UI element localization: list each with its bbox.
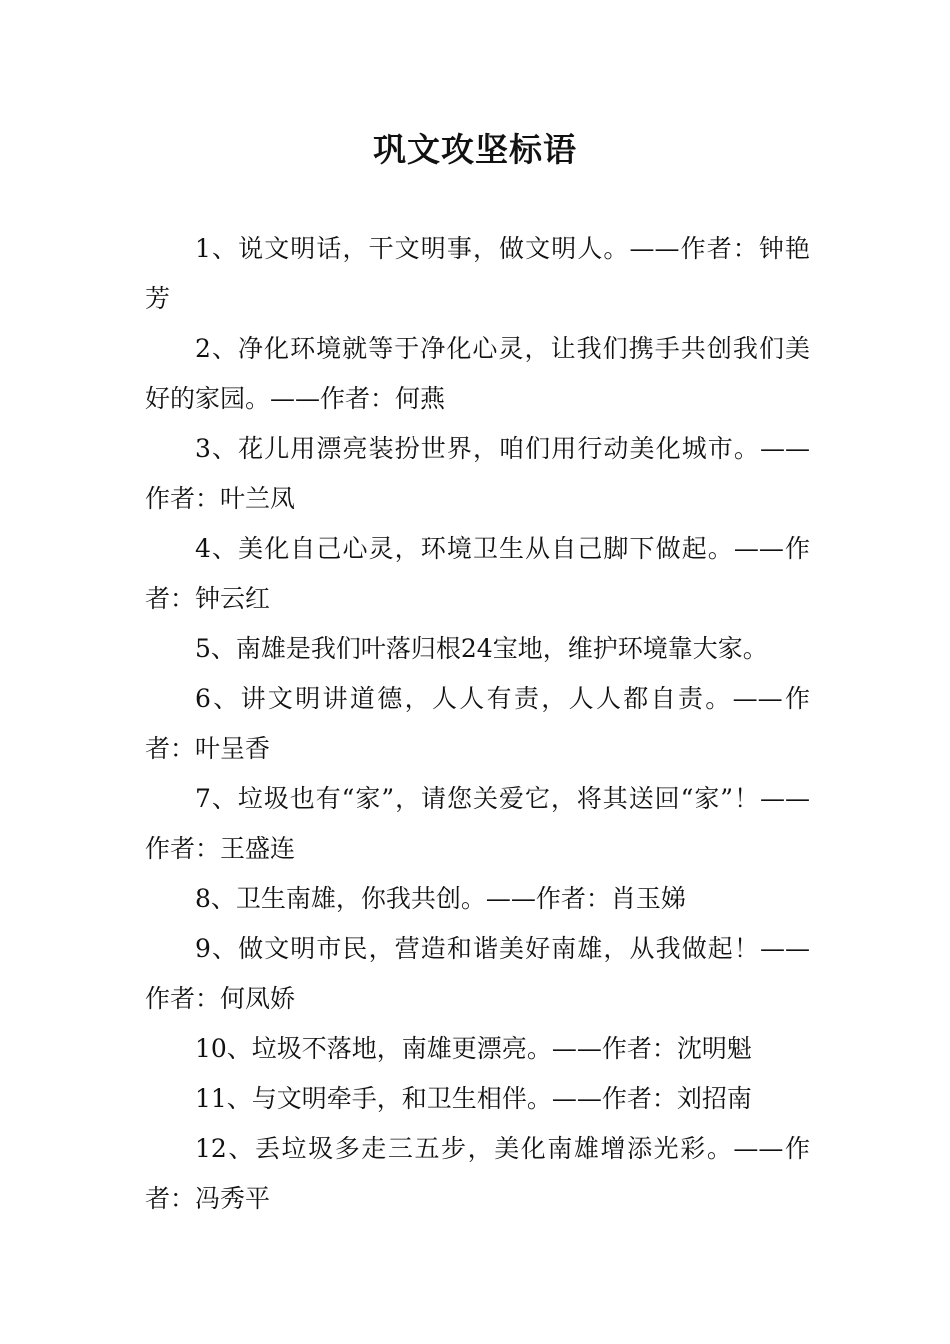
list-item: 7、垃圾也有“家”，请您关爱它，将其送回“家”！——作者：王盛连 [145,784,810,863]
list-item: 1、说文明话，干文明事，做文明人。——作者：钟艳芳 [145,234,810,313]
slogan-list [145,224,810,1224]
list-item: 3、花儿用漂亮装扮世界，咱们用行动美化城市。——作者：叶兰凤 [145,434,810,513]
list-item: 2、净化环境就等于净化心灵，让我们携手共创我们美好的家园。——作者：何燕 [145,334,810,413]
list-item: 4、美化自己心灵，环境卫生从自己脚下做起。——作者：钟云红 [145,534,810,613]
list-item: 8、卫生南雄，你我共创。——作者：肖玉娣 [195,884,686,913]
list-item: 6、讲文明讲道德，人人有责，人人都自责。——作者：叶呈香 [145,684,810,763]
list-item: 10、垃圾不落地，南雄更漂亮。——作者：沈明魁 [195,1034,752,1063]
list-item: 12、丢垃圾多走三五步，美化南雄增添光彩。——作者：冯秀平 [145,1134,810,1213]
document-title: 巩文攻坚标语 [373,130,577,169]
list-item: 5、南雄是我们叶落归根24宝地，维护环境靠大家。 [195,634,768,663]
list-item: 11、与文明牵手，和卫生相伴。——作者：刘招南 [195,1084,752,1113]
list-item: 9、做文明市民，营造和谐美好南雄，从我做起！——作者：何凤娇 [145,934,810,1013]
